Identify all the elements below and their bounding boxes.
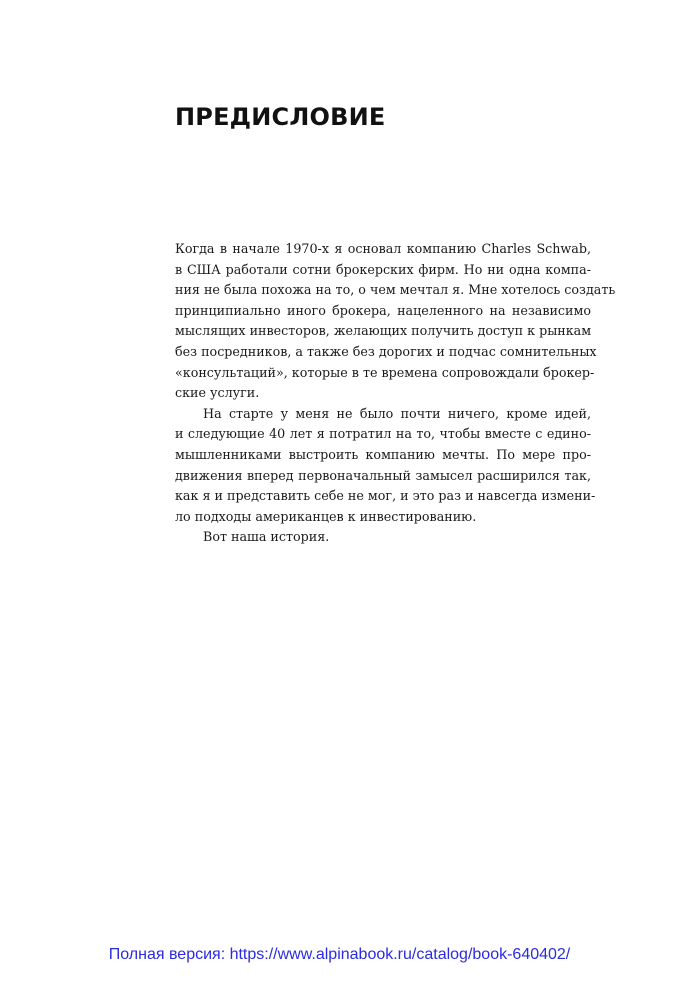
paragraph-3 — [175, 527, 591, 548]
text-line: «консультаций», которые в те времена сопровождали брокер- — [175, 364, 595, 380]
text-line: и следующие 40 лет я потратил на то, чтобы вместе с едино- — [175, 426, 591, 442]
text-line: ния не была похожа на то, о чем мечтал я. Мне хотелось создать — [175, 282, 616, 298]
body-text — [175, 239, 616, 548]
text-line: в США работали сотни брокерских фирм. Но ни одна компа- — [175, 261, 591, 277]
paragraph-2 — [175, 404, 596, 528]
text-line: движения вперед первоначальный замысел расширился так, — [175, 467, 591, 483]
text-line: без посредников, а также без дорогих и подчас сомнительных — [175, 343, 597, 359]
chapter-title: ПРЕДИСЛОВИЕ — [175, 103, 386, 131]
text-line: На старте у меня не было почти ничего, кроме идей, — [203, 405, 591, 421]
text-line: ские услуги. — [175, 385, 260, 401]
text-line: принципиально иного брокера, нацеленного на независимо — [175, 302, 591, 318]
paragraph-1 — [175, 239, 616, 404]
text-line: как я и представить себе не мог, и это раз и навсегда измени- — [175, 488, 596, 504]
text-line: ло подходы американцев к инвестированию. — [175, 508, 477, 524]
full-version-link[interactable]: Полная версия: https://www.alpinabook.ru/catalog/book-640402/ — [108, 946, 571, 963]
text-line: мыслящих инвесторов, желающих получить доступ к рынкам — [175, 323, 592, 339]
text-line: Вот наша история. — [203, 529, 330, 545]
text-line: мышленниками выстроить компанию мечты. По мере про- — [175, 446, 591, 462]
text-line: Когда в начале 1970-х я основал компанию Charles Schwab, — [175, 241, 591, 256]
